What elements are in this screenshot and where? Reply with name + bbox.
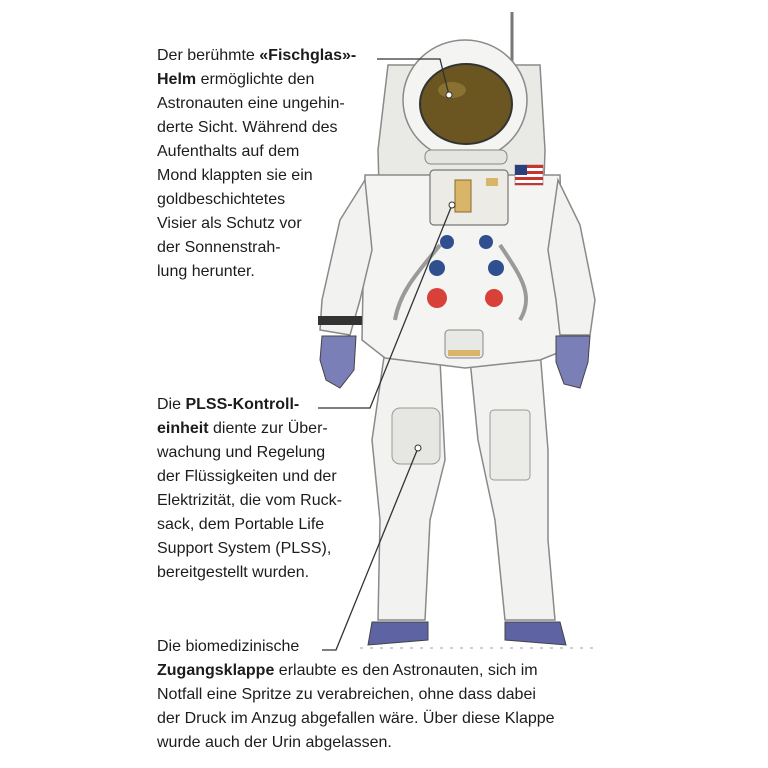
helmet-visor [420,64,512,144]
connector-blue-1 [440,235,454,249]
wrist-band [318,316,362,325]
control-indicator [486,178,498,186]
leader-dot-helmet [446,92,452,98]
right-leg [470,350,555,620]
annotation-access-before: Die biomedizinische [157,638,300,655]
left-leg [372,350,445,620]
access-panel-strip [448,350,480,356]
annotation-plss-after: diente zur Über- wachung und Regelung der Flüssigkeiten und der Elektrizität, die vom Ruck- sack, dem Portable Life Support System (PLSS), bereitgestellt wurden. [157,420,342,581]
right-glove [556,336,590,388]
connector-red-2 [485,289,503,307]
connector-blue-4 [488,260,504,276]
annotation-access-after: erlaubte es den Astronauten, sich im Notfall eine Spritze zu verabreichen, ohne dass dabei der Druck im Anzug abgefallen wäre. Über diese Klappe wurde auch der Urin abgelassen. [157,662,555,751]
leader-dot-access [415,445,421,451]
knee-pad-left [392,408,440,464]
neck-ring [425,150,507,164]
annotation-plss-bold: PLSS-Kontroll- einheit [157,396,300,437]
annotation-plss-before: Die [157,396,186,413]
connector-blue-3 [429,260,445,276]
annotation-helmet-before: Der berühmte [157,47,260,64]
flag-patch [515,165,543,185]
annotation-plss [157,393,367,585]
annotation-access-bold: Zugangsklappe [157,662,275,679]
annotation-helmet [157,44,377,284]
leader-dot-plss [449,202,455,208]
annotation-helmet-bold: «Fischglas»- Helm [157,47,357,88]
connector-red-1 [427,288,447,308]
annotation-helmet-after: ermöglichte den Astronauten eine ungehin- derte Sicht. Während des Aufenthalts auf dem Mond klappten sie ein goldbeschichtetes Visier als Schutz vor der Sonnenstrah- lung herunter. [157,71,345,280]
left-glove [320,336,356,388]
connector-blue-2 [479,235,493,249]
annotation-access [157,635,607,755]
control-valve [455,180,471,212]
thigh-pocket [490,410,530,480]
